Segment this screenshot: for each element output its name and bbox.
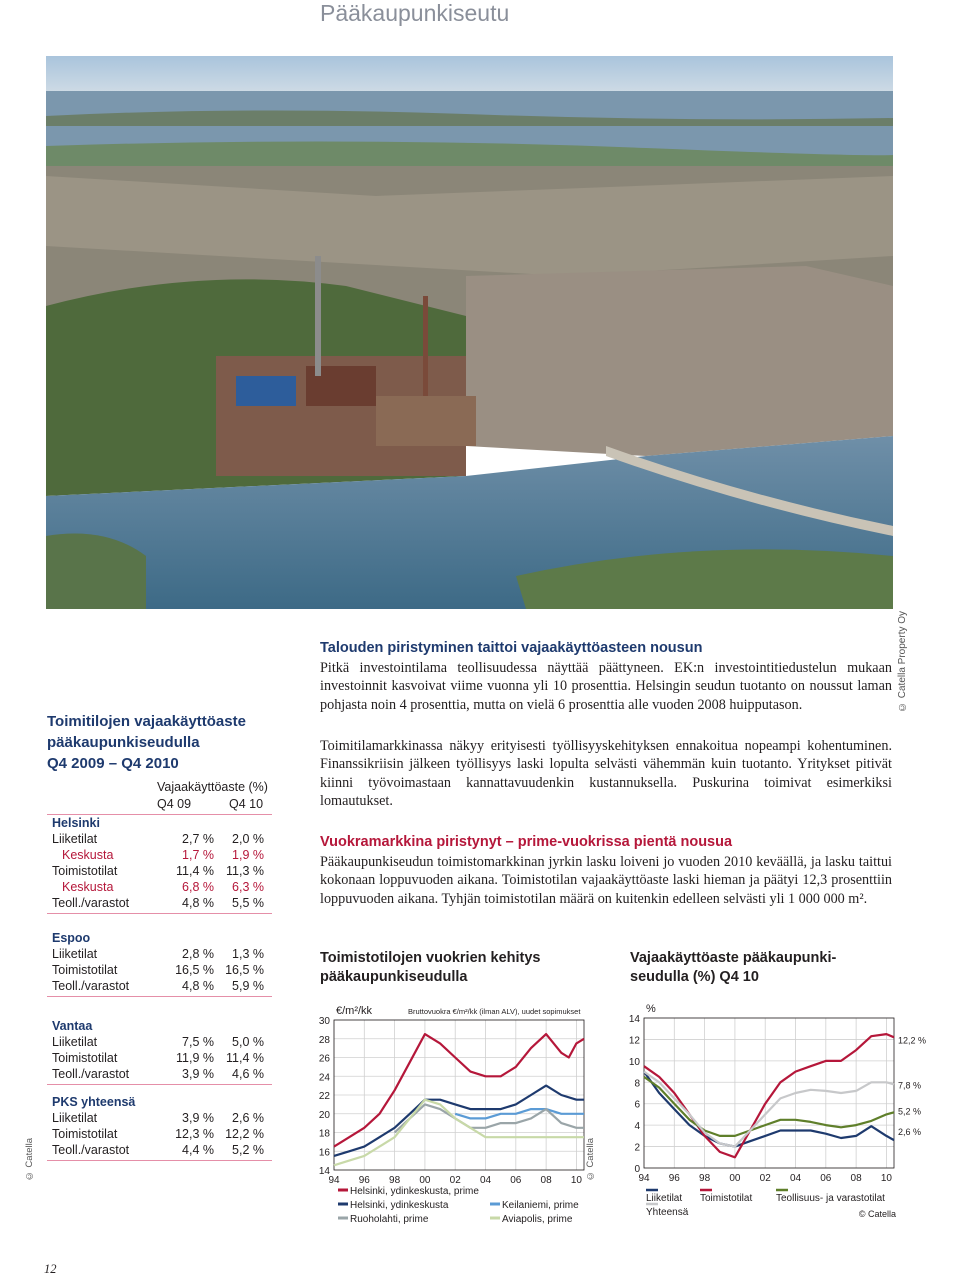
x-tick-label: 06 xyxy=(510,1175,522,1186)
end-value-label: 5,2 % xyxy=(898,1106,922,1117)
vacancy-section-heading xyxy=(52,815,272,831)
x-tick-label: 98 xyxy=(389,1175,401,1186)
y-tick-label: 2 xyxy=(634,1142,640,1154)
x-tick-label: 00 xyxy=(419,1175,431,1186)
vacancy-value-q409: 11,9 % xyxy=(176,1051,214,1065)
rent-chart xyxy=(310,1000,590,1232)
vacancy-col-q409: Q4 09 xyxy=(157,797,192,811)
vacancy-value-q409: 11,4 % xyxy=(176,864,214,878)
y-tick-label: 0 xyxy=(634,1164,640,1175)
vacancy-row-label: Liiketilat xyxy=(52,1111,98,1125)
vacancy-table-row xyxy=(52,962,272,978)
vacancy-row-label: Toimistotilat xyxy=(52,963,118,977)
vacancy-value-q409: 2,8 % xyxy=(182,947,214,961)
end-value-label: 2,6 % xyxy=(898,1127,922,1138)
vacancy-chart xyxy=(620,1000,930,1225)
x-tick-label: 04 xyxy=(789,1173,802,1184)
y-tick-label: 20 xyxy=(318,1109,330,1121)
table-divider xyxy=(47,996,272,997)
x-tick-label: 04 xyxy=(479,1175,492,1186)
vacancy-value-q410: 12,2 % xyxy=(225,1127,264,1141)
legend-label: Toimistotilat xyxy=(700,1193,753,1204)
vacancy-value-q409: 12,3 % xyxy=(175,1127,214,1141)
table-credit: © Catella xyxy=(24,1138,35,1182)
y-tick-label: 8 xyxy=(634,1078,640,1090)
end-value-label: 7,8 % xyxy=(898,1080,922,1091)
article-paragraph-2: Toimitilamarkkinassa näkyy erityisesti työllisyyskehityksen ennakoitua nopeampi kohentuminen. Finanssikriisin jälkeen työllisyys laski lopulta selvästi vähemmän kuin tuotanto. Yritykset pitivät kiinni työvoimastaan kannattavuudenkin kustannuksella. Puskurina toimivat esimerkiksi lomautukset. xyxy=(320,738,892,810)
x-tick-label: 94 xyxy=(328,1175,340,1186)
vacancy-table-row xyxy=(52,1142,272,1158)
y-tick-label: 24 xyxy=(318,1072,330,1084)
rent-chart-title-line-2: pääkaupunkiseudulla xyxy=(320,969,468,985)
vacancy-value-q410: 5,5 % xyxy=(232,896,264,910)
vacancy-row-label: Teoll./varastot xyxy=(52,979,130,993)
rent-chart-title-line-1: Toimistotilojen vuokrien kehitys xyxy=(320,950,541,966)
vacancy-table-row xyxy=(52,895,272,911)
vacancy-value-q409: 3,9 % xyxy=(182,1111,214,1125)
table-divider xyxy=(47,913,272,914)
x-tick-label: 08 xyxy=(540,1175,552,1186)
page-number: 12 xyxy=(44,1262,57,1276)
vacancy-row-label: Keskusta xyxy=(62,848,114,862)
x-tick-label: 10 xyxy=(880,1173,892,1184)
article-heading-1: Talouden piristyminen taittoi vajaakäyttöasteen nousun xyxy=(320,640,703,656)
chart-note: Bruttovuokra €/m²/kk (ilman ALV), uudet sopimukset xyxy=(408,1007,581,1016)
vacancy-section-name: Helsinki xyxy=(52,816,100,830)
legend-label: Helsinki, ydinkeskusta, prime xyxy=(350,1186,479,1197)
rent-chart-title xyxy=(320,949,580,987)
vacancy-header-label: Vajaakäyttöaste (%) xyxy=(157,780,268,794)
vacancy-table-row xyxy=(52,879,272,895)
x-tick-label: 94 xyxy=(638,1173,650,1184)
vacancy-table-title-line: Toimitilojen vajaakäyttöaste xyxy=(47,713,246,730)
x-tick-label: 02 xyxy=(449,1175,461,1186)
vacancy-value-q410: 16,5 % xyxy=(225,963,264,977)
vacancy-row-label: Toimistotilat xyxy=(52,1051,118,1065)
x-tick-label: 08 xyxy=(850,1173,862,1184)
y-tick-label: 22 xyxy=(318,1091,330,1102)
article-paragraph-3: Pääkaupunkiseudun toimistomarkkinan jyrkin lasku loiveni jo vuoden 2010 keväällä, ja lasku taittui kokonaan loppuvuoden aikana. Toimistotilan vajaakäyttöaste laski hieman ja päätyi 12,3 prosenttiin loppuvuoden aikana. Tyhjän toimistotilan määrä on kuitenkin edelleen selvästi yli 1 000 000 m². xyxy=(320,854,892,907)
vacancy-table-row xyxy=(52,946,272,962)
vacancy-value-q409: 6,8 % xyxy=(182,880,214,894)
vacancy-chart-title xyxy=(630,949,860,987)
vacancy-table-row xyxy=(52,863,272,879)
legend-label: Helsinki, ydinkeskusta xyxy=(350,1200,449,1211)
vacancy-table-row xyxy=(52,847,272,863)
legend-label: Yhteensä xyxy=(646,1207,689,1218)
end-value-label: 12,2 % xyxy=(898,1035,927,1046)
aerial-photo xyxy=(46,56,893,609)
x-tick-label: 02 xyxy=(759,1173,771,1184)
table-divider xyxy=(47,1160,272,1161)
vacancy-section-heading xyxy=(52,930,272,946)
x-tick-label: 06 xyxy=(820,1173,832,1184)
vacancy-value-q410: 11,4 % xyxy=(226,1051,264,1065)
x-tick-label: 96 xyxy=(668,1173,680,1184)
vacancy-row-label: Liiketilat xyxy=(52,947,98,961)
vacancy-table-title-line: Q4 2009 – Q4 2010 xyxy=(47,755,179,772)
legend-label: Teollisuus- ja varastotilat xyxy=(776,1193,885,1204)
vacancy-section-name: PKS yhteensä xyxy=(52,1095,136,1109)
vacancy-row-label: Keskusta xyxy=(62,880,114,894)
vacancy-value-q410: 11,3 % xyxy=(226,864,264,878)
vacancy-row-label: Toimistotilat xyxy=(52,1127,118,1141)
y-tick-label: 30 xyxy=(318,1016,330,1027)
y-tick-label: 18 xyxy=(318,1128,330,1140)
x-tick-label: 00 xyxy=(729,1173,741,1184)
y-tick-label: 14 xyxy=(628,1014,640,1025)
vacancy-value-q409: 1,7 % xyxy=(182,848,214,862)
article-paragraph-1: Pitkä investointilama teollisuudessa näyttää päättyneen. EK:n investointitiedustelun mukaan investoinnit kasvoivat viime vuonna yli 10 prosenttia. Helsingin seudun tuotanto on noussut laman pohjasta noin 4 prosenttia, mutta on vielä 6 prosenttia alle vuoden 2008 huipputason. xyxy=(320,660,892,713)
vacancy-value-q410: 5,2 % xyxy=(232,1143,264,1157)
vacancy-value-q410: 2,0 % xyxy=(232,832,264,846)
vacancy-section-heading xyxy=(52,1018,272,1034)
page-title: Pääkaupunkiseutu xyxy=(320,0,510,26)
vacancy-row-label: Teoll./varastot xyxy=(52,1067,130,1081)
vacancy-value-q409: 3,9 % xyxy=(182,1067,214,1081)
vacancy-table-row xyxy=(52,978,272,994)
y-tick-label: 4 xyxy=(634,1121,640,1133)
vacancy-row-label: Liiketilat xyxy=(52,1035,98,1049)
y-tick-label: 28 xyxy=(318,1034,330,1046)
vacancy-table-row xyxy=(52,831,272,847)
rent-chart-credit: © Catella xyxy=(585,1138,596,1182)
vacancy-chart-title-line-1: Vajaakäyttöaste pääkaupunki- xyxy=(630,950,837,966)
vacancy-chart-credit: © Catella xyxy=(858,1209,896,1219)
vacancy-value-q410: 2,6 % xyxy=(232,1111,264,1125)
y-tick-label: 16 xyxy=(318,1147,330,1159)
y-tick-label: 14 xyxy=(318,1166,330,1177)
y-axis-unit: €/m²/kk xyxy=(336,1005,373,1017)
vacancy-table-title-line: pääkaupunkiseudulla xyxy=(47,734,200,751)
vacancy-section-heading xyxy=(52,1094,272,1110)
legend-label: Liiketilat xyxy=(646,1193,683,1204)
table-divider xyxy=(47,1084,272,1085)
vacancy-value-q410: 6,3 % xyxy=(232,880,264,894)
vacancy-table-row xyxy=(52,1110,272,1126)
vacancy-table-row xyxy=(52,1066,272,1082)
legend-label: Keilaniemi, prime xyxy=(502,1200,579,1211)
vacancy-row-label: Liiketilat xyxy=(52,832,98,846)
y-axis-unit: % xyxy=(646,1003,656,1015)
photo-credit: © Catella Property Oy xyxy=(897,610,908,712)
y-tick-label: 6 xyxy=(634,1099,640,1111)
vacancy-value-q410: 1,9 % xyxy=(232,848,264,862)
article-heading-2: Vuokramarkkina piristynyt – prime-vuokrissa pientä nousua xyxy=(320,834,733,850)
vacancy-table-title xyxy=(47,711,277,774)
legend-label: Aviapolis, prime xyxy=(502,1214,573,1225)
vacancy-value-q409: 7,5 % xyxy=(182,1035,214,1049)
y-tick-label: 26 xyxy=(318,1053,330,1065)
vacancy-table-row xyxy=(52,1126,272,1142)
vacancy-value-q409: 4,8 % xyxy=(182,896,214,910)
vacancy-section-name: Espoo xyxy=(52,931,91,945)
vacancy-col-q410: Q4 10 xyxy=(229,797,264,811)
y-tick-label: 12 xyxy=(628,1035,640,1047)
x-tick-label: 98 xyxy=(699,1173,711,1184)
vacancy-value-q410: 1,3 % xyxy=(232,947,264,961)
vacancy-chart-title-line-2: seudulla (%) Q4 10 xyxy=(630,969,759,985)
vacancy-value-q410: 5,0 % xyxy=(232,1035,264,1049)
vacancy-value-q409: 4,4 % xyxy=(182,1143,214,1157)
x-tick-label: 96 xyxy=(358,1175,370,1186)
vacancy-table-row xyxy=(52,1050,272,1066)
vacancy-value-q409: 4,8 % xyxy=(182,979,214,993)
vacancy-row-label: Teoll./varastot xyxy=(52,1143,130,1157)
vacancy-section-name: Vantaa xyxy=(52,1019,93,1033)
legend-label: Ruoholahti, prime xyxy=(350,1214,429,1225)
vacancy-value-q409: 2,7 % xyxy=(182,832,214,846)
vacancy-value-q410: 5,9 % xyxy=(232,979,264,993)
vacancy-value-q410: 4,6 % xyxy=(232,1067,264,1081)
vacancy-row-label: Toimistotilat xyxy=(52,864,118,878)
vacancy-value-q409: 16,5 % xyxy=(175,963,214,977)
vacancy-table-row xyxy=(52,1034,272,1050)
y-tick-label: 10 xyxy=(628,1056,640,1068)
vacancy-row-label: Teoll./varastot xyxy=(52,896,130,910)
x-tick-label: 10 xyxy=(570,1175,582,1186)
